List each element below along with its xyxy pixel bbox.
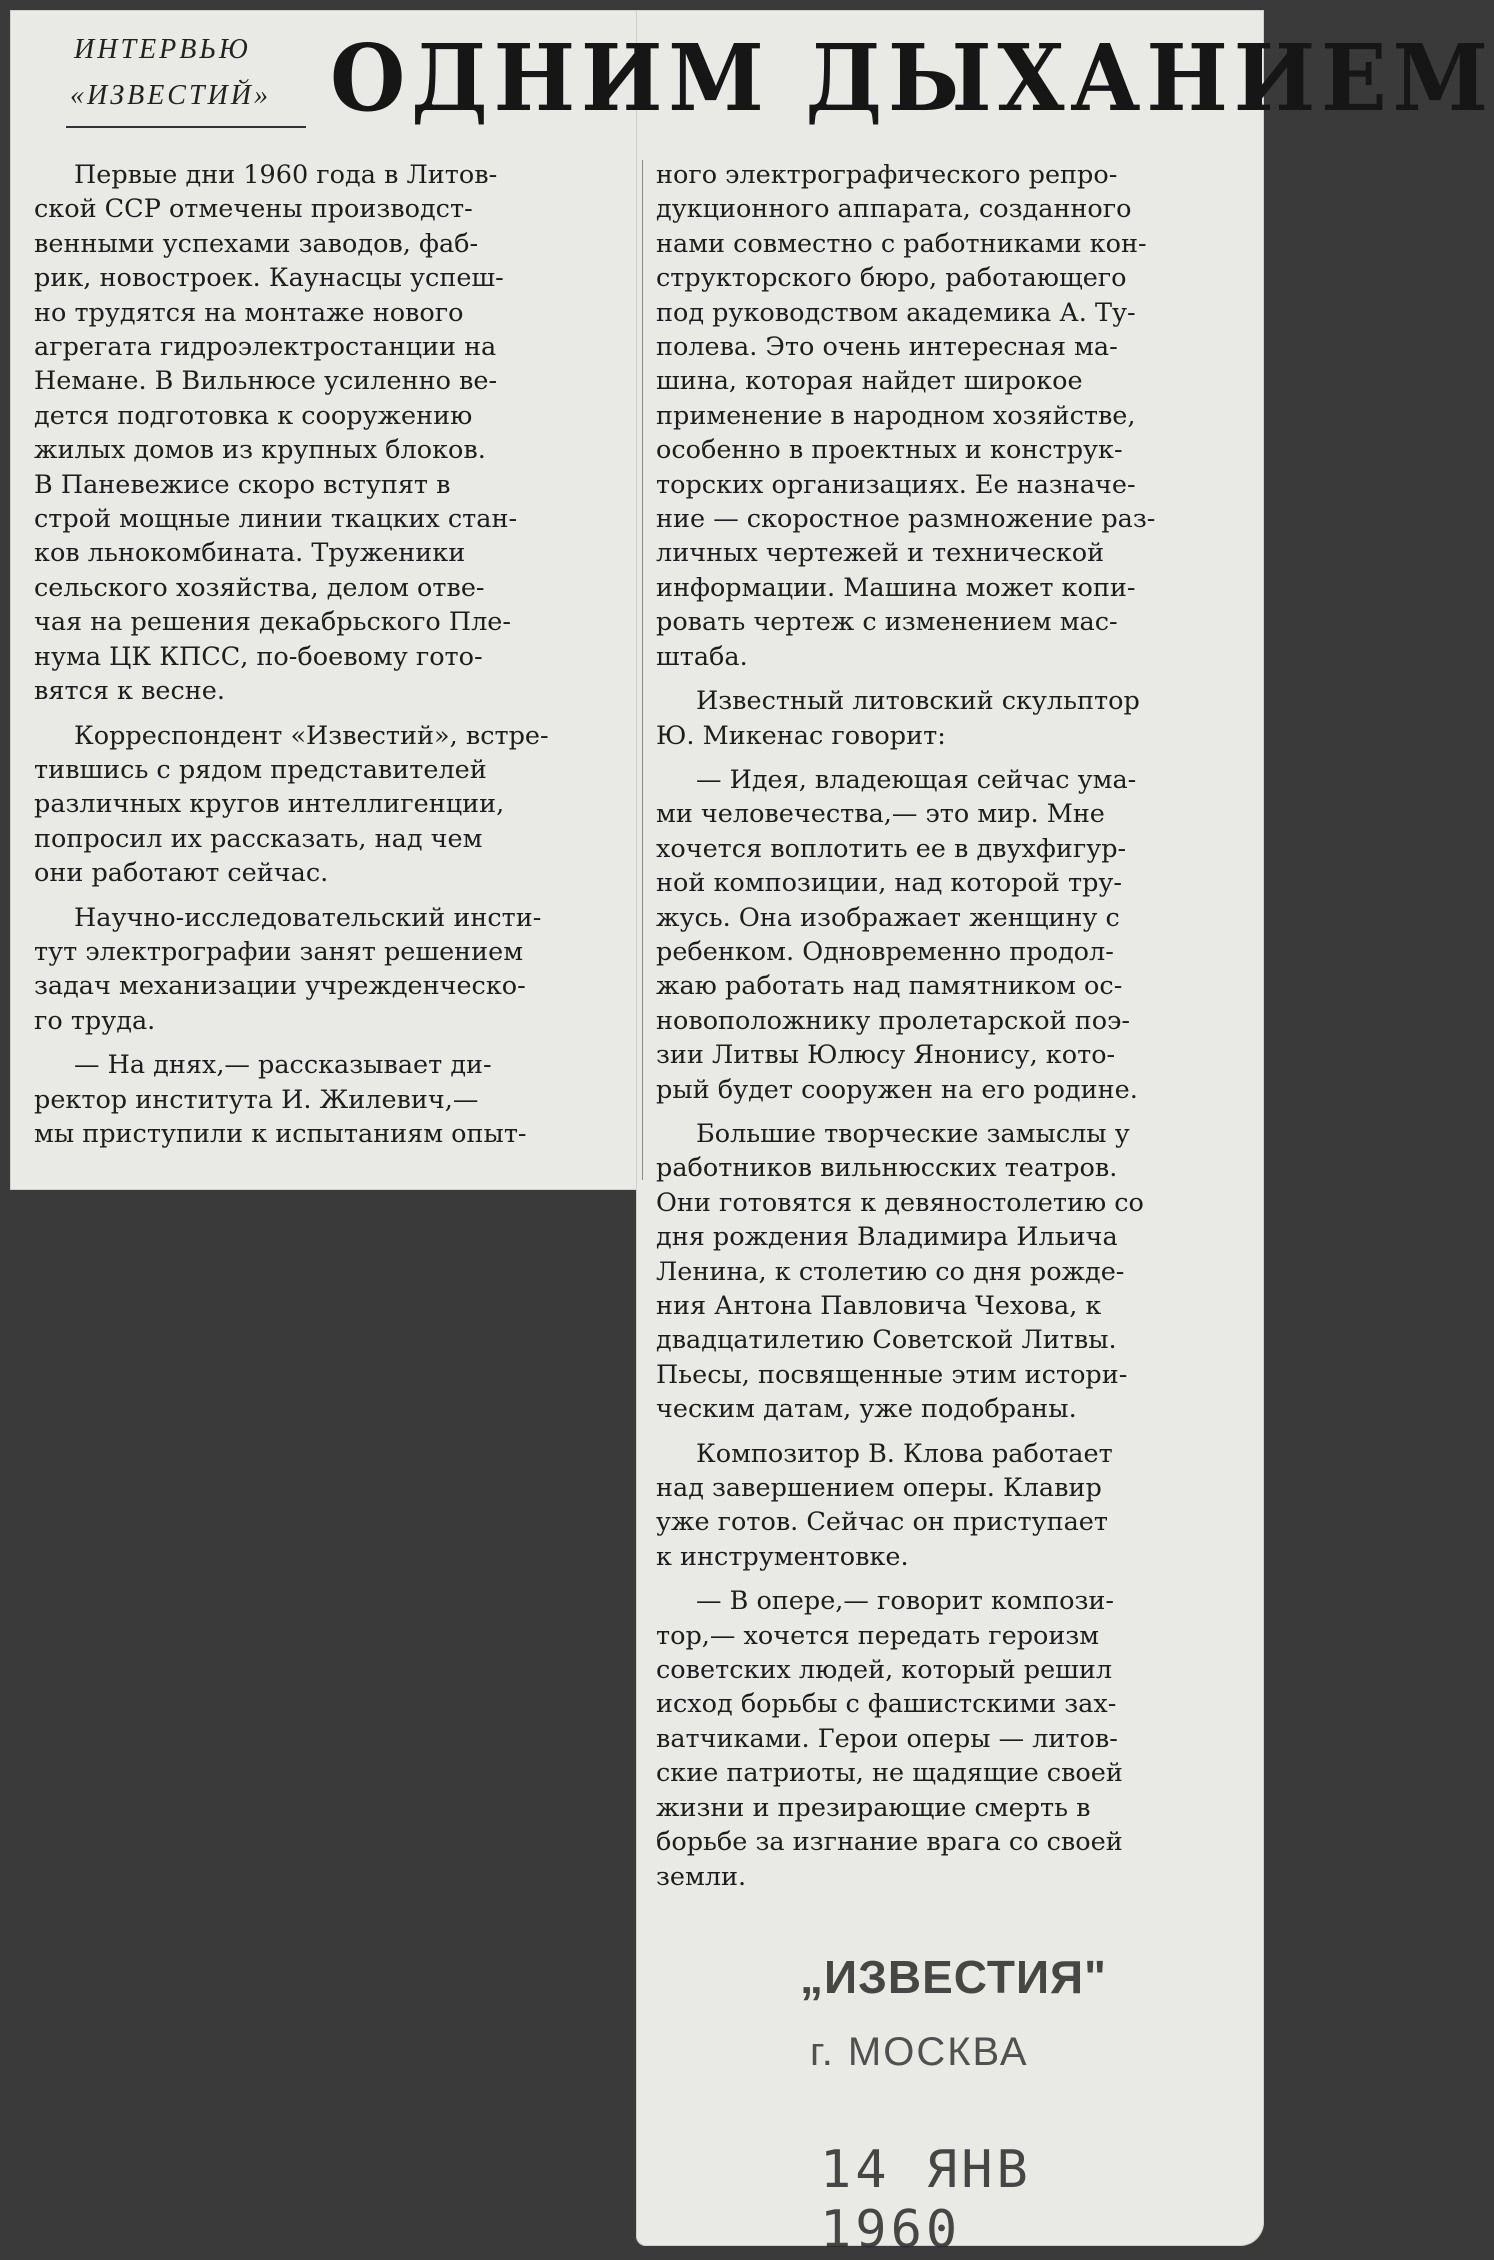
kicker-underline [66,126,306,128]
right-text-column [656,158,1260,1904]
paragraph-composer: Композитор В. Клова работает над завершением оперы. Клавир уже готов. Сейчас он приступает к инструментовке. [656,1438,1113,1572]
column-divider [642,160,643,1180]
paragraph-theatres: Большие творческие замыслы у работников вильнюсских театров. Они готовятся к девяностолетию со дня рождения Владимира Ильича Ленина, к столетию со дня рожде- ния Антона Павловича Чехова, к двадцатилетию Советской Литвы. Пьесы, посвященные этим истори- ческим датам, уже подобраны. [656,1118,1144,1425]
paragraph-apparatus: ного электрографического репро- дукционного аппарата, созданного нами совместно с работниками кон- структорского бюро, работающего под руководством академика А. Ту- полева. Это очень интересная ма- шина, которая найдет широкое применение в народном хозяйстве, особенно в проектных и конструк- торских организациях. Ее назначе- ние — скоростное размножение раз- личных чертежей и технической информации. Машина может копи- ровать чертеж с изменением мас- штаба. [656,160,1156,672]
paragraph-director-quote: — На днях,— рассказывает ди- ректор института И. Жилевич,— мы приступили к испытаниям опыт- [34,1050,527,1149]
paragraph-intro: Первые дни 1960 года в Литов- ской ССР отмечены производст- венными успехами заводов, фаб- рик, новостроек. Каунасцы успеш- но трудятся на монтаже нового агрегата гидроэлектростанции на Немане. В Вильнюсе усиленно ве- дется подготовка к сооружению жилых домов из крупных блоков. В Паневежисе скоро вступят в строй мощные линии ткацких стан- ков льнокомбината. Труженики сельского хозяйства, делом отве- чая на решения декабрьского Пле- нума ЦК КПСС, по-боевому гото- вятся к весне. [34,160,518,707]
article-header [30,24,1494,150]
left-text-column [34,158,626,1161]
stamp-date: 14 ЯНВ 1960 [820,2140,1032,2260]
paragraph-sculptor-intro: Известный литовский скульптор Ю. Микенас говорит: [656,686,1140,751]
article-headline: ОДНИМ ДЫХАНИЕМ [330,24,1494,132]
paragraph-institute: Научно-исследовательский инсти- тут электрографии занят решением задач механизации учрежденческо- го труда. [34,902,542,1036]
stamp-newspaper-name: „ИЗВЕСТИЯ" [800,1951,1107,2003]
paragraph-sculptor-quote: — Идея, владеющая сейчас ума- ми человечества,— это мир. Мне хочется воплотить ее в двухфигур- ной композиции, над которой тру- жусь. Она изображает женщину с ребенком. Одновременно продол- жаю работать над памятником ос- новоположнику пролетарской поэ- зии Литвы Юлюсу Янонису, кото- рый будет сооружен на его родине. [656,764,1138,1105]
newspaper-stamp [790,1950,1190,2260]
paragraph-correspondent: Корреспондент «Известий», встре- тившись с рядом представителей различных кругов интеллигенции, попросил их рассказать, над чем они работают сейчас. [34,720,549,889]
stamp-city: г. МОСКВА [810,2030,1029,2074]
paragraph-composer-quote: — В опере,— говорит компози- тор,— хочется передать героизм советских людей, который решил исход борьбы с фашистскими зах- ватчиками. Герои оперы — литов- ские патриоты, не щадящие своей жизни и презирающие смерть в борьбе за изгнание врага со своей земли. [656,1586,1123,1892]
kicker-line1: ИНТЕРВЬЮ [74,34,251,65]
kicker-line2: «ИЗВЕСТИЙ» [70,80,271,111]
